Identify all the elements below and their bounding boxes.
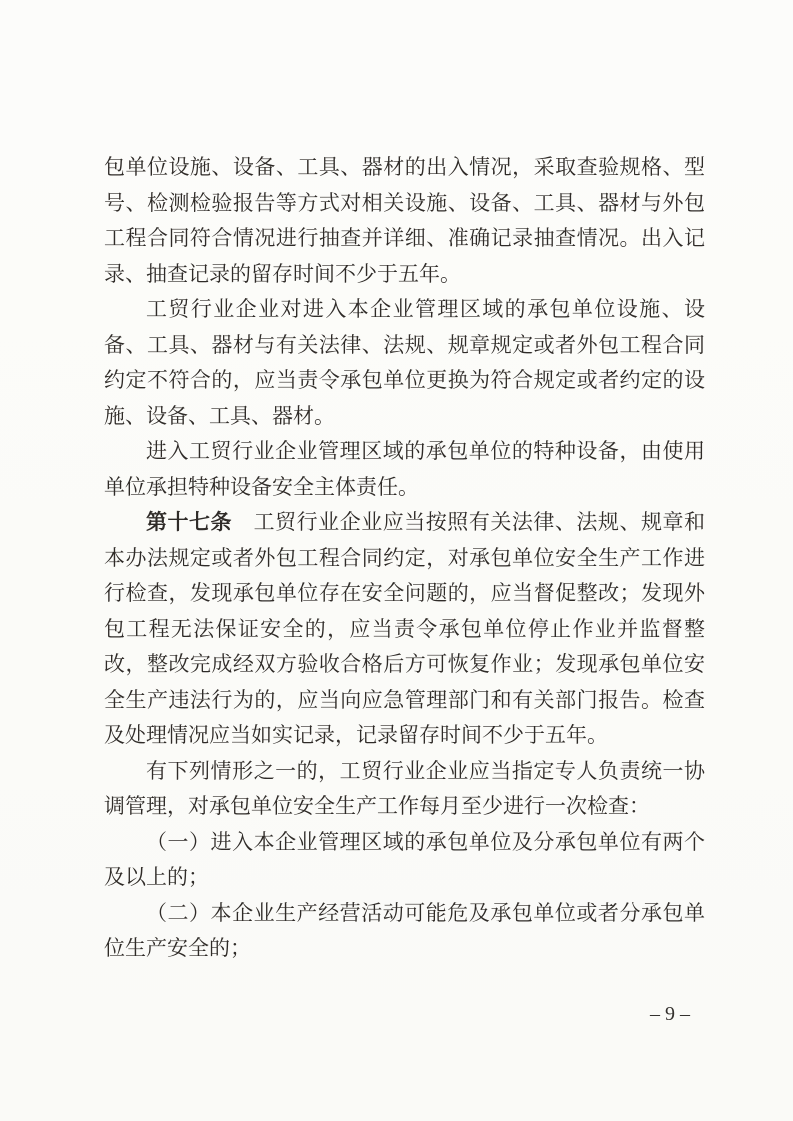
document-body xyxy=(104,150,705,967)
paragraph-text: （一）进入本企业管理区域的承包单位及分承包单位有两个及以上的； xyxy=(104,829,705,889)
paragraph-text: 有下列情形之一的，工贸行业企业应当指定专人负责统一协调管理，对承包单位安全生产工作每月至少进行一次检查： xyxy=(104,758,705,818)
paragraph-text: 包单位设施、设备、工具、器材的出入情况，采取查验规格、型号、检测检验报告等方式对相关设施、设备、工具、器材与外包工程合同符合情况进行抽查并详细、准确记录抽查情况。出入记录、抽查记录的留存时间不少于五年。 xyxy=(104,155,705,286)
paragraph-text: 进入工贸行业企业管理区域的承包单位的特种设备，由使用单位承担特种设备安全主体责任。 xyxy=(104,439,705,499)
page-number: –9– xyxy=(650,1003,695,1025)
paragraph xyxy=(104,505,705,754)
paragraph-text: （二）本企业生产经营活动可能危及承包单位或者分承包单位生产安全的； xyxy=(104,900,705,960)
article-number: 第十七条 xyxy=(146,510,233,534)
paragraph xyxy=(104,896,705,967)
paragraph-text: 工贸行业企业对进入本企业管理区域的承包单位设施、设备、工具、器材与有关法律、法规、规章规定或者外包工程合同约定不符合的，应当责令承包单位更换为符合规定或者约定的设施、设备、工具、器材。 xyxy=(104,297,705,428)
paragraph-text: 工贸行业企业应当按照有关法律、法规、规章和本办法规定或者外包工程合同约定，对承包单位安全生产工作进行检查，发现承包单位存在安全问题的，应当督促整改；发现外包工程无法保证安全的，应当责令承包单位停止作业并监督整改，整改完成经双方验收合格后方可恢复作业；发现承包单位安全生产违法行为的，应当向应急管理部门和有关部门报告。检查及处理情况应当如实记录，记录留存时间不少于五年。 xyxy=(104,510,706,747)
paragraph xyxy=(104,292,705,434)
paragraph xyxy=(104,434,705,505)
paragraph xyxy=(104,754,705,825)
paragraph xyxy=(104,825,705,896)
paragraph xyxy=(104,150,705,292)
